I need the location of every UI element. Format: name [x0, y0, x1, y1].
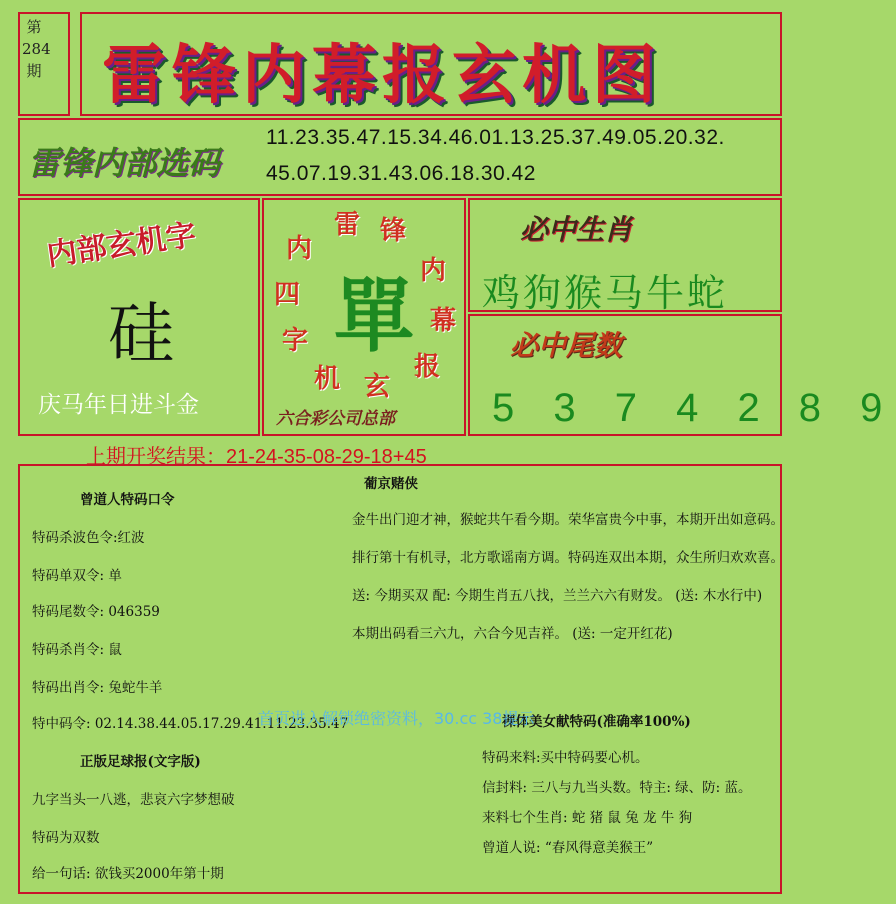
page-title: 雷锋内幕报玄机图 — [102, 39, 662, 113]
ring-char: 字 — [282, 326, 309, 356]
issue-number: 第284期 — [22, 18, 51, 80]
ring-char: 四 — [274, 280, 301, 310]
title-box — [80, 12, 782, 116]
right-item: 本期出码看三六九，六合今见吉祥。 (送: 一定开红花) — [352, 626, 673, 642]
left-item: 特码单双令: 单 — [32, 568, 122, 584]
ring-char: 报 — [414, 352, 441, 382]
right-item: 信封料: 三八与九当头数。特主: 绿、防: 蓝。 — [482, 780, 752, 796]
ring-char: 玄 — [364, 372, 391, 402]
tail-number-title: 必中尾数 — [510, 329, 623, 362]
numbers-line-2: 45.07.19.31.43.06.18.30.42 — [266, 162, 536, 185]
tail-number-panel — [468, 314, 896, 436]
right-item: 金牛出门迎才神，猴蛇共午看今期。荣华富贵今中事，本期开出如意码。 — [352, 512, 784, 528]
left-item: 特码为双数 — [32, 830, 100, 846]
right-item: 送: 今期买双 配: 今期生肖五八找，兰兰六六有财发。 (送: 木水行中) — [352, 588, 763, 604]
center-panel — [262, 198, 466, 436]
left-item: 特码出肖令: 兔蛇牛羊 — [32, 680, 163, 696]
right-heading-1: 葡京赌侠 — [364, 476, 418, 492]
center-character: 單 — [334, 269, 414, 363]
ring-char: 机 — [314, 364, 341, 394]
ring-char: 内 — [420, 256, 447, 286]
left-item: 九字当头一八逃，悲哀六字梦想破 — [32, 792, 235, 808]
left-item: 特码杀肖令: 鼠 — [32, 642, 122, 658]
zodiac-title: 必中生肖 — [520, 213, 633, 246]
left-item: 特码尾数令: 046359 — [32, 604, 160, 620]
left-heading-1: 曾道人特码口令 — [80, 492, 175, 508]
mystery-phrase: 庆马年日进斗金 — [38, 392, 199, 418]
ring-char: 幕 — [430, 306, 457, 336]
right-heading-2: 裸体美女献特码(准确率100%) — [502, 714, 691, 730]
left-item: 给一句话: 欲钱买2000年第十期 — [32, 866, 224, 882]
last-draw-result: 上期开奖结果：21-24-35-08-29-18+45 — [86, 446, 427, 468]
numbers-title: 雷锋内部选码 — [28, 144, 221, 182]
mystery-character-title: 内部玄机字 — [44, 217, 199, 274]
right-item: 来料七个生肖: 蛇 猪 鼠 兔 龙 牛 狗 — [482, 810, 693, 826]
zodiac-value: 鸡狗猴马牛蛇 — [482, 271, 729, 315]
ring-char: 内 — [286, 234, 313, 264]
right-item: 特码来料:买中特码要心机。 — [482, 750, 649, 766]
mystery-character-panel — [18, 198, 260, 436]
left-item: 特中码令: 02.14.38.44.05.17.29.41.11.23.35.47 — [32, 716, 349, 732]
left-heading-2: 正版足球报(文字版) — [80, 754, 201, 770]
watermark-text: 首页进入解锁绝密资料，30.cc 38提示 — [258, 709, 535, 728]
numbers-box — [18, 118, 782, 196]
tail-number-value: 5 3 7 4 2 8 9 — [492, 386, 896, 430]
ring-char: 雷 — [334, 210, 361, 240]
mystery-character: 硅 — [108, 295, 174, 372]
right-item: 曾道人说: “春风得意美猴王” — [482, 840, 654, 856]
left-item: 特码杀波色令:红波 — [32, 530, 145, 546]
ring-char: 锋 — [380, 216, 407, 246]
center-footer: 六合彩公司总部 — [276, 409, 395, 429]
numbers-line-1: 11.23.35.47.15.34.46.01.13.25.37.49.05.20.32. — [266, 126, 725, 149]
right-item: 排行第十有机寻，北方歌谣南方调。特码连双出本期，众生所归欢欢喜。 — [352, 550, 784, 566]
zodiac-panel — [468, 198, 782, 315]
